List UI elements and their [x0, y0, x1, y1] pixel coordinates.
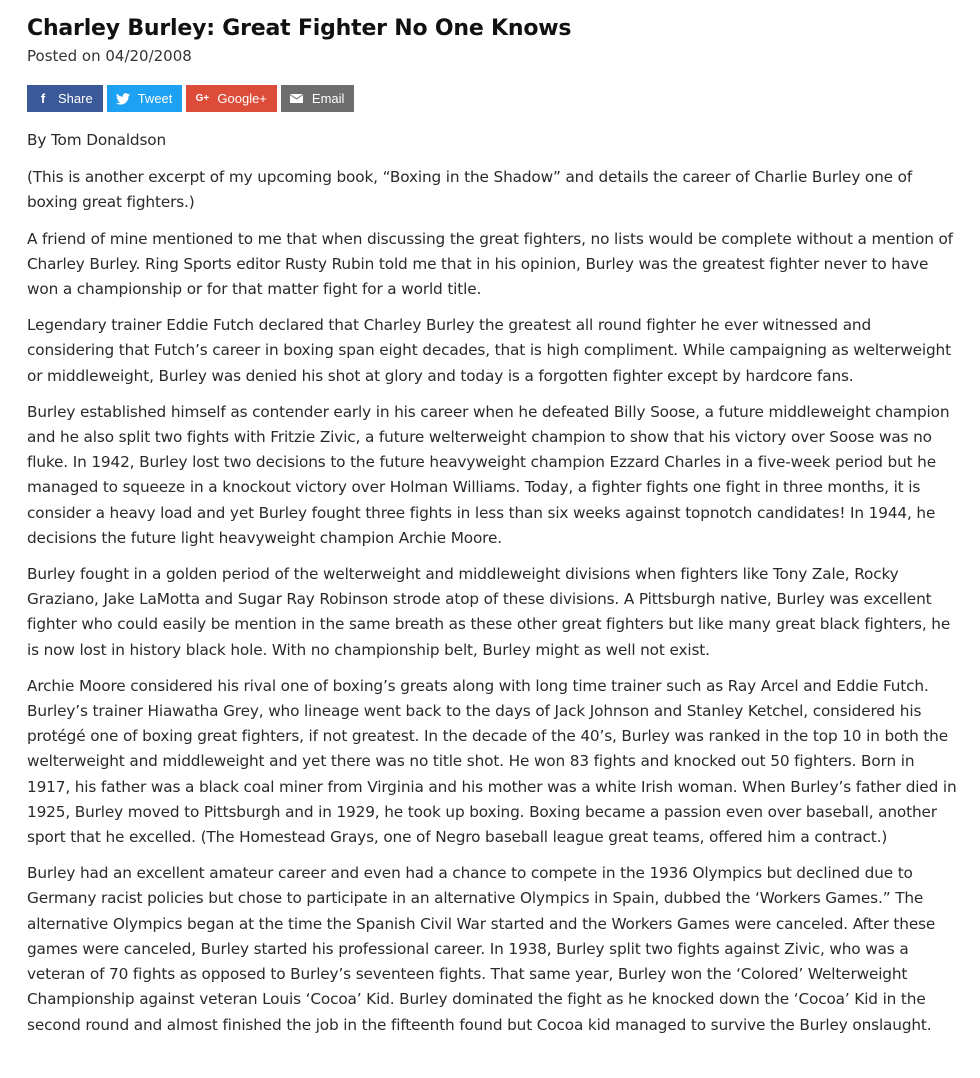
page-title: Charley Burley: Great Fighter No One Knows	[27, 16, 572, 41]
article-paragraph: Burley fought in a golden period of the welterweight and middleweight divisions when fighters like Tony Zale, Rocky Graziano, Jake LaMotta and Sugar Ray Robinson strode atop of these divisions. A Pittsburgh native, Burley was excellent fighter who could easily be mention in the same breath as these other great fighters but like many great black fighters, he is now lost in history black hole. With no championship belt, Burley might as well not exist.	[27, 565, 951, 659]
twitter-tweet-button[interactable]	[107, 85, 183, 112]
post-date: Posted on 04/20/2008	[27, 47, 192, 65]
facebook-share-button[interactable]	[27, 85, 103, 112]
envelope-icon	[290, 92, 304, 106]
twitter-icon	[116, 92, 130, 106]
article-body	[27, 128, 962, 1038]
article-paragraph: (This is another excerpt of my upcoming book, “Boxing in the Shadow” and details the career of Charlie Burley one of boxing great fighters.)	[27, 168, 913, 212]
article-byline: By Tom Donaldson	[27, 131, 167, 149]
article-paragraph: A friend of mine mentioned to me that when discussing the great fighters, no lists would be complete without a mention of Charley Burley. Ring Sports editor Rusty Rubin told me that in his opinion, Burley was the greatest fighter never to have won a championship or for that matter fight for a world title.	[27, 229, 953, 299]
share-bar	[27, 85, 962, 112]
email-share-label: Email	[311, 91, 345, 106]
email-share-button[interactable]	[281, 85, 355, 112]
article-paragraph: Archie Moore considered his rival one of boxing’s greats along with long time trainer such as Ray Arcel and Eddie Futch. Burley’s trainer Hiawatha Grey, who lineage went back to the days of Jack Johnson and Stanley Ketchel, considered his protégé one of boxing great fighters, if not greatest. In the decade of the 40’s, Burley was ranked in the top 10 in both the welterweight and middleweight and yet there was no title shot. He won 83 fights and knocked out 50 fighters. Born in 1917, his father was a black coal miner from Virginia and his mother was a white Irish woman. When Burley’s father died in 1925, Burley moved to Pittsburgh and in 1929, he took up boxing. Boxing became a passion even over baseball, another sport that he excelled. (The Homestead Grays, one of Negro baseball league great teams, offered him a contract.)	[27, 676, 957, 847]
twitter-tweet-label: Tweet	[137, 91, 173, 106]
article-paragraph: Legendary trainer Eddie Futch declared that Charley Burley the greatest all round fighter he ever witnessed and considering that Futch’s career in boxing span eight decades, that is high compliment. While campaigning as welterweight or middleweight, Burley was denied his shot at glory and today is a forgotten fighter except by hardcore fans.	[27, 316, 951, 385]
google-plus-share-button[interactable]	[186, 85, 277, 112]
facebook-icon: f	[40, 91, 46, 106]
google-plus-label: Google+	[217, 91, 267, 106]
facebook-share-label: Share	[58, 91, 93, 106]
article-paragraph: Burley established himself as contender early in his career when he defeated Billy Soose, a future middleweight champion and he also split two fights with Fritzie Zivic, a future welterweight champion to show that his victory over Soose was no fluke. In 1942, Burley lost two decisions to the future heavyweight champion Ezzard Charles in a five-week period but he managed to squeeze in a knockout victory over Holman Williams. Today, a fighter fights one fight in three months, it is consider a heavy load and yet Burley fought three fights in less than six weeks against topnotch candidates! In 1944, he decisions the future light heavyweight champion Archie Moore.	[27, 402, 950, 547]
article-paragraph: Burley had an excellent amateur career and even had a chance to compete in the 1936 Olympics but declined due to Germany racist policies but chose to participate in an alternative Olympics in Spain, dubbed the ‘Workers Games.” The alternative Olympics began at the time the Spanish Civil War started and the Workers Games were canceled. After these games were canceled, Burley started his professional career. In 1938, Burley split two fights against Zivic, who was a veteran of 70 fights as opposed to Burley’s seventeen fights. That same year, Burley won the ‘Colored’ Welterweight Championship against veteran Louis ‘Cocoa’ Kid. Burley dominated the fight as he knocked down the ‘Cocoa’ Kid in the second round and almost finished the job in the fifteenth found but Cocoa kid managed to survive the Burley onslaught.	[27, 864, 936, 1034]
google-plus-icon: G+	[195, 93, 210, 104]
